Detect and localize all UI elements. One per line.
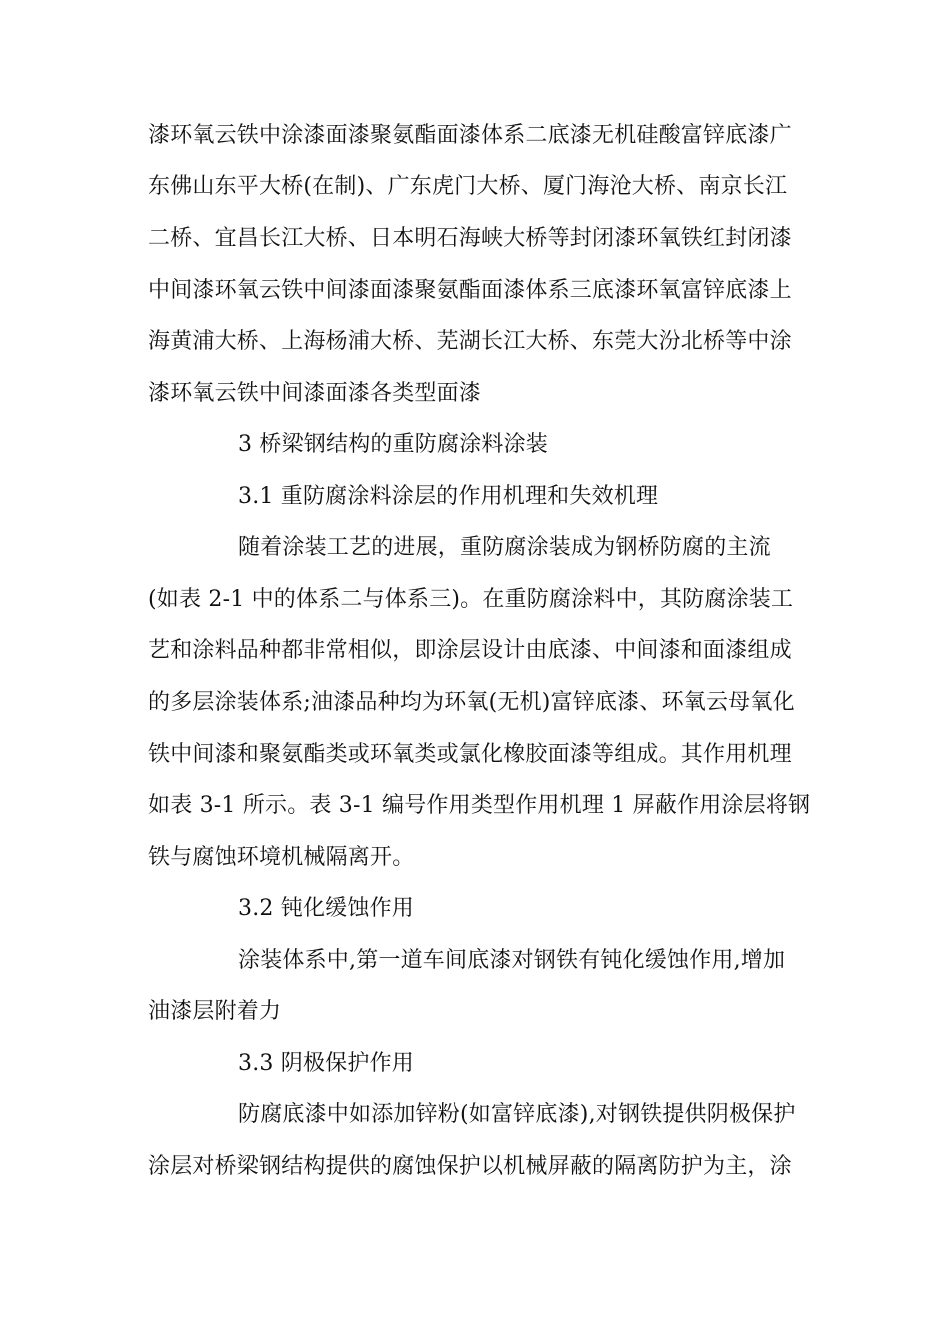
text-line: 艺和涂料品种都非常相似，即涂层设计由底漆、中间漆和面漆组成 bbox=[148, 638, 792, 663]
text-line: 东佛山东平大桥(在制)、广东虎门大桥、厦门海沧大桥、南京长江 bbox=[148, 174, 788, 199]
paragraph-first-line: 防腐底漆中如添加锌粉(如富锌底漆),对钢铁提供阴极保护 bbox=[238, 1102, 796, 1127]
subsection-heading: 3.3 阴极保护作用 bbox=[238, 1051, 414, 1076]
paragraph-first-line: 随着涂装工艺的进展，重防腐涂装成为钢桥防腐的主流 bbox=[238, 535, 771, 560]
subsection-heading: 3.1 重防腐涂料涂层的作用机理和失效机理 bbox=[238, 484, 659, 509]
text-line: 海黄浦大桥、上海杨浦大桥、芜湖长江大桥、东莞大汾北桥等中涂 bbox=[148, 329, 792, 354]
text-line: 中间漆环氧云铁中间漆面漆聚氨酯面漆体系三底漆环氧富锌底漆上 bbox=[148, 278, 792, 303]
text-line: (如表 2-1 中的体系二与体系三)。在重防腐涂料中，其防腐涂装工 bbox=[148, 587, 794, 612]
text-line: 漆环氧云铁中涂漆面漆聚氨酯面漆体系二底漆无机硅酸富锌底漆广 bbox=[148, 123, 792, 148]
text-line: 铁中间漆和聚氨酯类或环氧类或氯化橡胶面漆等组成。其作用机理 bbox=[148, 742, 792, 767]
text-line: 的多层涂装体系;油漆品种均为环氧(无机)富锌底漆、环氧云母氧化 bbox=[148, 690, 795, 715]
text-line: 如表 3-1 所示。表 3-1 编号作用类型作用机理 1 屏蔽作用涂层将钢 bbox=[148, 793, 811, 818]
text-line: 二桥、宜昌长江大桥、日本明石海峡大桥等封闭漆环氧铁红封闭漆 bbox=[148, 226, 792, 251]
section-heading: 3 桥梁钢结构的重防腐涂料涂装 bbox=[238, 432, 548, 457]
text-line: 漆环氧云铁中间漆面漆各类型面漆 bbox=[148, 381, 482, 406]
text-line: 涂层对桥梁钢结构提供的腐蚀保护以机械屏蔽的隔离防护为主，涂 bbox=[148, 1154, 792, 1179]
subsection-heading: 3.2 钝化缓蚀作用 bbox=[238, 896, 414, 921]
paragraph-first-line: 涂装体系中,第一道车间底漆对钢铁有钝化缓蚀作用,增加 bbox=[238, 948, 786, 973]
text-line: 铁与腐蚀环境机械隔离开。 bbox=[148, 845, 415, 870]
text-line: 油漆层附着力 bbox=[148, 999, 282, 1024]
